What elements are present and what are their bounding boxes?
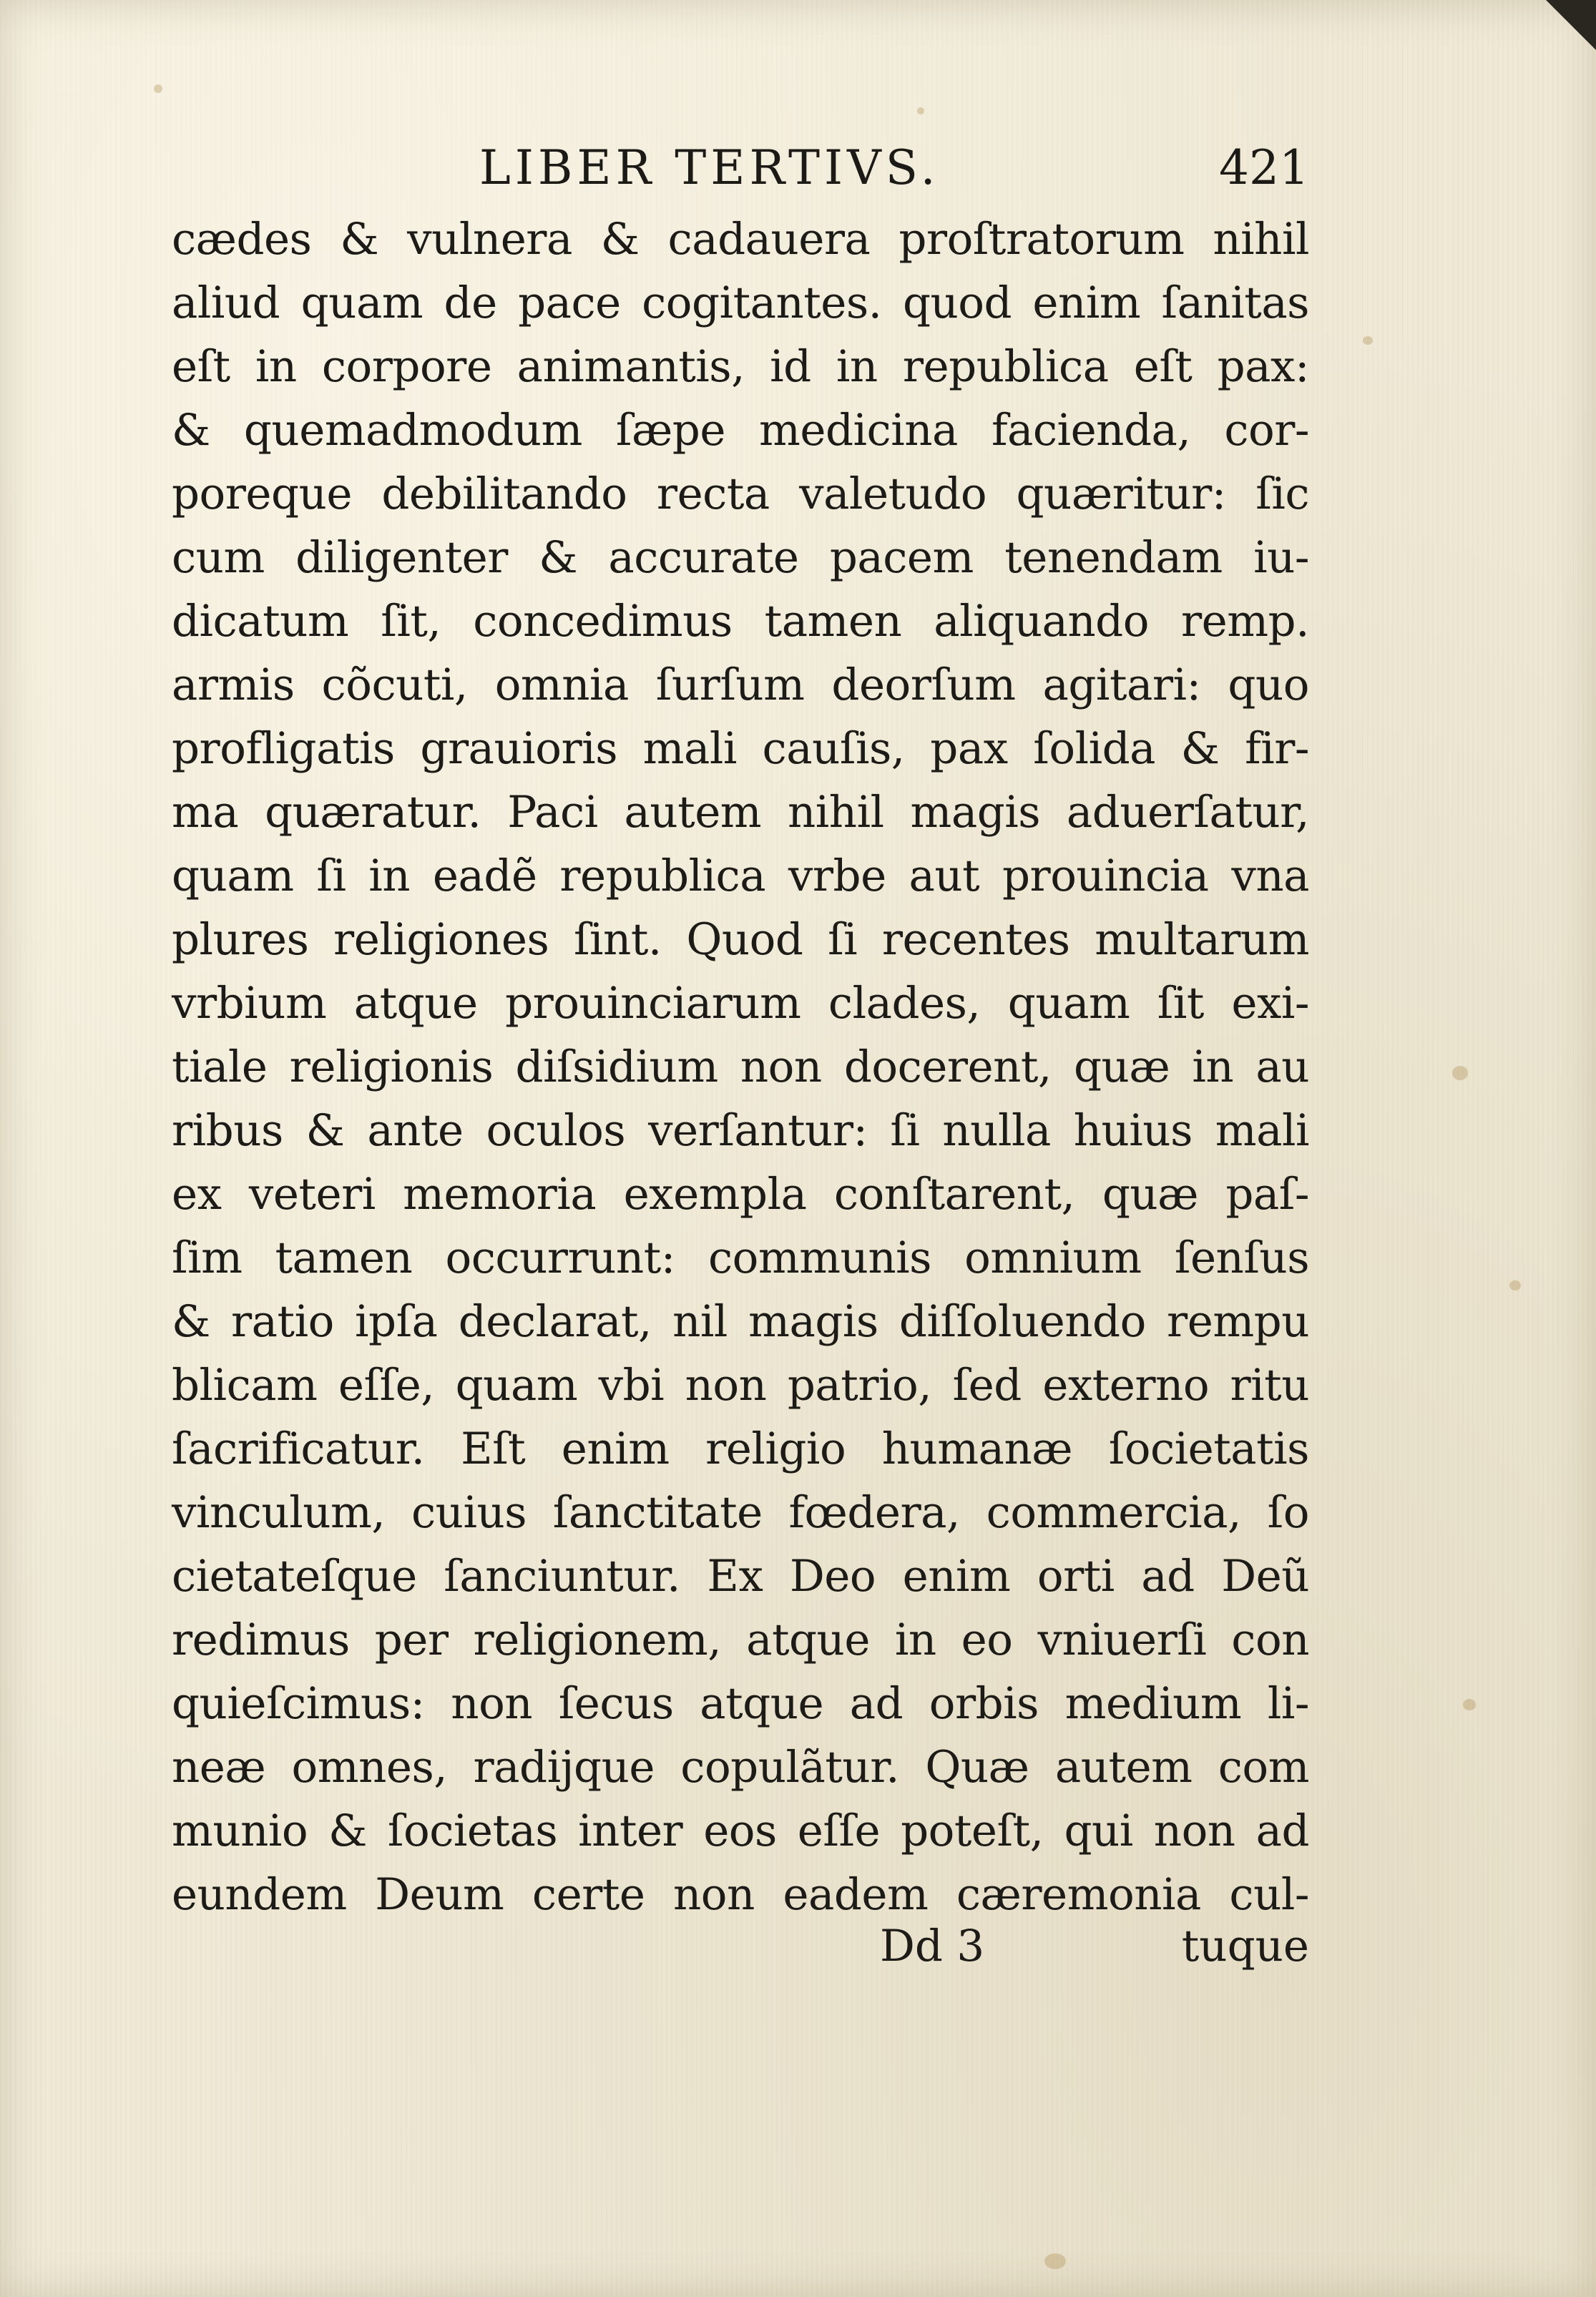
text-line: dicatum ſit, concedimus tamen aliquando remp. — [172, 596, 1309, 647]
text-line: quieſcimus: non ſecus atque ad orbis medium li- — [172, 1678, 1309, 1729]
text-line: cietateſque ſanciuntur. Ex Deo enim orti ad Deũ — [172, 1551, 1309, 1602]
text-line: ex veteri memoria exempla conſtarent, quæ paſ- — [172, 1169, 1309, 1220]
foxing-spot — [1509, 1280, 1521, 1290]
text-line: eundem Deum certe non eadem cæremonia cul- — [172, 1869, 1309, 1920]
text-line: armis cõcuti, omnia ſurſum deorſum agitari: quo — [172, 660, 1309, 710]
foxing-spot — [1044, 2253, 1066, 2269]
text-line: quam ſi in eadẽ republica vrbe aut prouincia vna — [172, 851, 1309, 901]
text-line: neæ omnes, radijque copulãtur. Quæ autem com — [172, 1742, 1309, 1793]
text-line: cædes & vulnera & cadauera proſtratorum nihil — [172, 214, 1309, 265]
foxing-spot — [917, 107, 924, 114]
text-line: aliud quam de pace cogitantes. quod enim ſanitas — [172, 278, 1309, 328]
text-line: ſim tamen occurrunt: communis omnium ſenſus — [172, 1233, 1309, 1283]
foxing-spot — [1463, 1699, 1476, 1710]
text-line: eſt in corpore animantis, id in republica eſt pax: — [172, 341, 1309, 392]
page-header — [172, 136, 1309, 200]
text-line: vrbium atque prouinciarum clades, quam ſit exi- — [172, 978, 1309, 1029]
text-line: plures religiones ſint. Quod ſi recentes multarum — [172, 914, 1309, 965]
text-line: ſacrificatur. Eſt enim religio humanæ ſocietatis — [172, 1424, 1309, 1474]
signature-mark: Dd 3 — [880, 1921, 985, 1972]
text-line: tiale religionis diſsidium non docerent, quæ in au — [172, 1042, 1309, 1092]
text-line: blicam eſſe, quam vbi non patrio, ſed externo ritu — [172, 1360, 1309, 1411]
text-line: ribus & ante oculos verſantur: ſi nulla huius mali — [172, 1105, 1309, 1156]
page-number: 421 — [1219, 140, 1309, 195]
page-footer — [172, 1914, 1309, 1979]
text-line: cum diligenter & accurate pacem tenendam iu- — [172, 532, 1309, 583]
text-line: ma quæratur. Paci autem nihil magis aduerſatur, — [172, 787, 1309, 838]
text-line: vinculum, cuius ſanctitate fœdera, commercia, ſo — [172, 1487, 1309, 1538]
folded-corner — [1546, 0, 1596, 50]
catchword: tuque — [1181, 1921, 1309, 1972]
text-line: & quemadmodum ſæpe medicina facienda, cor- — [172, 405, 1309, 456]
text-line: & ratio ipſa declarat, nil magis diſſoluendo rempu — [172, 1296, 1309, 1347]
body-text — [172, 207, 1309, 1926]
foxing-spot — [1452, 1066, 1468, 1080]
foxing-spot — [1363, 336, 1373, 345]
text-line: poreque debilitando recta valetudo quæritur: ſic — [172, 469, 1309, 519]
text-line: munio & ſocietas inter eos eſſe poteſt, qui non ad — [172, 1806, 1309, 1856]
running-title: LIBER TERTIVS. — [479, 140, 940, 195]
text-line: redimus per religionem, atque in eo vniuerſi con — [172, 1615, 1309, 1665]
foxing-spot — [154, 84, 162, 93]
text-line: profligatis grauioris mali cauſis, pax ſolida & fir- — [172, 723, 1309, 774]
